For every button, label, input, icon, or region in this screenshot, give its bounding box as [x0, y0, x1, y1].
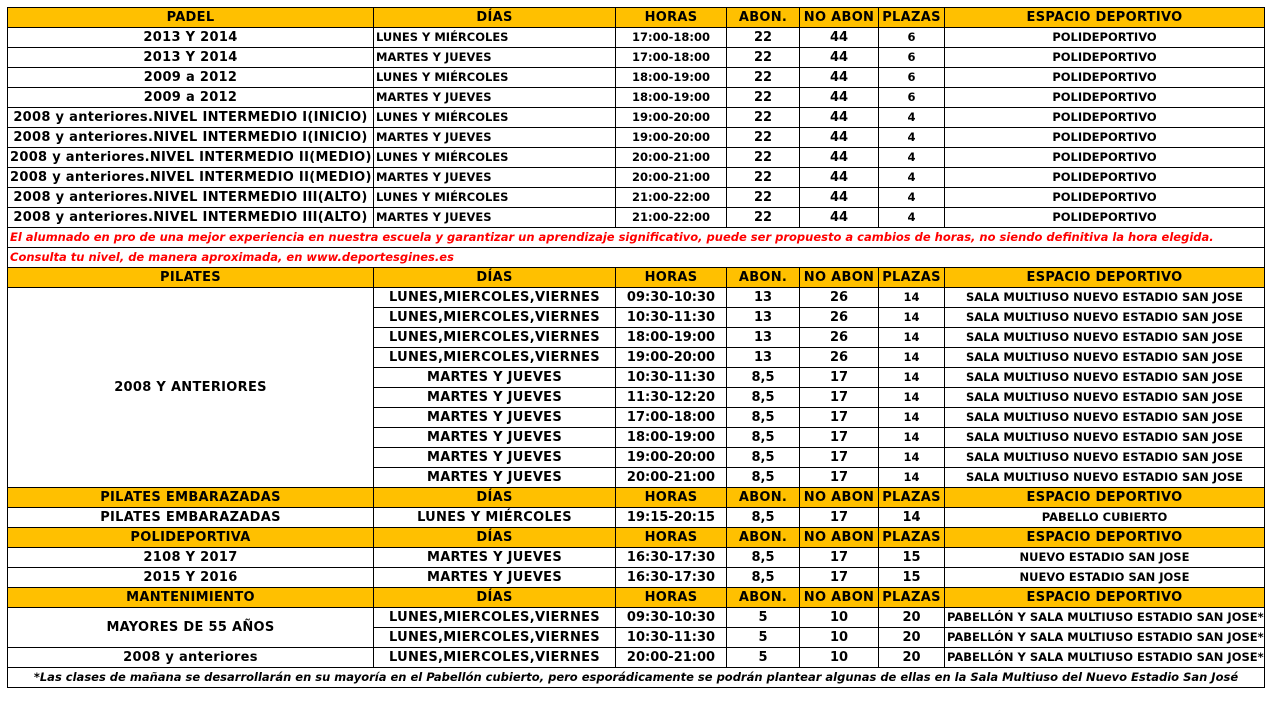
plazas-cell: 14	[879, 288, 945, 308]
dias-cell: LUNES,MIERCOLES,VIERNES	[374, 648, 616, 668]
grupo-cell: MAYORES DE 55 AÑOS	[8, 608, 374, 648]
espacio-cell: POLIDEPORTIVO	[945, 28, 1265, 48]
horas-cell: 21:00-22:00	[616, 208, 727, 228]
mantenimiento-title: MANTENIMIENTO	[8, 588, 374, 608]
grupo-cell: 2108 Y 2017	[8, 548, 374, 568]
no-abon-cell: 44	[800, 188, 879, 208]
dias-cell: LUNES,MIERCOLES,VIERNES	[374, 288, 616, 308]
horas-cell: 20:00-21:00	[616, 148, 727, 168]
header-espacio: ESPACIO DEPORTIVO	[945, 528, 1265, 548]
no-abon-cell: 17	[800, 428, 879, 448]
abon-cell: 22	[727, 108, 800, 128]
table-row	[8, 568, 1265, 588]
header-horas: HORAS	[616, 528, 727, 548]
horas-cell: 09:30-10:30	[616, 288, 727, 308]
header-dias: DÍAS	[374, 268, 616, 288]
horas-cell: 16:30-17:30	[616, 568, 727, 588]
dias-cell: LUNES Y MIÉRCOLES	[374, 108, 616, 128]
header-espacio: ESPACIO DEPORTIVO	[945, 588, 1265, 608]
abon-cell: 8,5	[727, 428, 800, 448]
abon-cell: 22	[727, 148, 800, 168]
no-abon-cell: 44	[800, 28, 879, 48]
plazas-cell: 4	[879, 188, 945, 208]
pilates-title: PILATES	[8, 268, 374, 288]
horas-cell: 19:15-20:15	[616, 508, 727, 528]
espacio-cell: POLIDEPORTIVO	[945, 128, 1265, 148]
padel-title: PADEL	[8, 8, 374, 28]
header-espacio: ESPACIO DEPORTIVO	[945, 488, 1265, 508]
plazas-cell: 6	[879, 68, 945, 88]
no-abon-cell: 44	[800, 148, 879, 168]
abon-cell: 8,5	[727, 568, 800, 588]
header-dias: DÍAS	[374, 488, 616, 508]
abon-cell: 8,5	[727, 368, 800, 388]
espacio-cell: SALA MULTIUSO NUEVO ESTADIO SAN JOSE	[945, 448, 1265, 468]
mantenimiento-header-row	[8, 588, 1265, 608]
dias-cell: MARTES Y JUEVES	[374, 88, 616, 108]
abon-cell: 22	[727, 68, 800, 88]
header-abon: ABON.	[727, 8, 800, 28]
no-abon-cell: 26	[800, 288, 879, 308]
horas-cell: 16:30-17:30	[616, 548, 727, 568]
espacio-cell: POLIDEPORTIVO	[945, 88, 1265, 108]
grupo-cell: 2008 y anteriores	[8, 648, 374, 668]
table-row	[8, 148, 1265, 168]
espacio-cell: PABELLO CUBIERTO	[945, 508, 1265, 528]
abon-cell: 8,5	[727, 468, 800, 488]
plazas-cell: 14	[879, 428, 945, 448]
espacio-cell: POLIDEPORTIVO	[945, 108, 1265, 128]
plazas-cell: 4	[879, 168, 945, 188]
dias-cell: MARTES Y JUEVES	[374, 568, 616, 588]
espacio-cell: SALA MULTIUSO NUEVO ESTADIO SAN JOSE	[945, 288, 1265, 308]
no-abon-cell: 44	[800, 68, 879, 88]
footnote-text: *Las clases de mañana se desarrollarán en su mayoría en el Pabellón cubierto, pero esporádicamente se podrán plantear algunas de ellas en la Sala Multiuso del Nuevo Estadio San José	[8, 668, 1265, 688]
horas-cell: 11:30-12:20	[616, 388, 727, 408]
no-abon-cell: 17	[800, 448, 879, 468]
horas-cell: 09:30-10:30	[616, 608, 727, 628]
dias-cell: LUNES,MIERCOLES,VIERNES	[374, 348, 616, 368]
no-abon-cell: 17	[800, 568, 879, 588]
espacio-cell: POLIDEPORTIVO	[945, 168, 1265, 188]
plazas-cell: 14	[879, 448, 945, 468]
plazas-cell: 20	[879, 648, 945, 668]
espacio-cell: PABELLÓN Y SALA MULTIUSO ESTADIO SAN JOSE*	[945, 648, 1265, 668]
abon-cell: 8,5	[727, 448, 800, 468]
horas-cell: 19:00-20:00	[616, 348, 727, 368]
abon-cell: 5	[727, 648, 800, 668]
plazas-cell: 6	[879, 28, 945, 48]
no-abon-cell: 17	[800, 508, 879, 528]
horas-cell: 20:00-21:00	[616, 648, 727, 668]
header-no-abon: NO ABON	[800, 8, 879, 28]
dias-cell: MARTES Y JUEVES	[374, 168, 616, 188]
header-plazas: PLAZAS	[879, 588, 945, 608]
espacio-cell: SALA MULTIUSO NUEVO ESTADIO SAN JOSE	[945, 308, 1265, 328]
plazas-cell: 14	[879, 508, 945, 528]
no-abon-cell: 10	[800, 648, 879, 668]
plazas-cell: 6	[879, 48, 945, 68]
no-abon-cell: 17	[800, 388, 879, 408]
header-no-abon: NO ABON	[800, 528, 879, 548]
dias-cell: LUNES,MIERCOLES,VIERNES	[374, 608, 616, 628]
grupo-cell: 2008 y anteriores.NIVEL INTERMEDIO II(MEDIO)	[8, 168, 374, 188]
abon-cell: 5	[727, 628, 800, 648]
abon-cell: 13	[727, 308, 800, 328]
plazas-cell: 14	[879, 348, 945, 368]
no-abon-cell: 44	[800, 88, 879, 108]
espacio-cell: NUEVO ESTADIO SAN JOSE	[945, 568, 1265, 588]
plazas-cell: 14	[879, 328, 945, 348]
abon-cell: 8,5	[727, 508, 800, 528]
note-row-1	[8, 228, 1265, 248]
horas-cell: 10:30-11:30	[616, 628, 727, 648]
header-espacio: ESPACIO DEPORTIVO	[945, 8, 1265, 28]
no-abon-cell: 17	[800, 548, 879, 568]
grupo-cell: 2008 Y ANTERIORES	[8, 288, 374, 488]
espacio-cell: PABELLÓN Y SALA MULTIUSO ESTADIO SAN JOSE*	[945, 608, 1265, 628]
header-plazas: PLAZAS	[879, 488, 945, 508]
grupo-cell: 2008 y anteriores.NIVEL INTERMEDIO III(ALTO)	[8, 188, 374, 208]
dias-cell: LUNES Y MIÉRCOLES	[374, 188, 616, 208]
espacio-cell: POLIDEPORTIVO	[945, 208, 1265, 228]
schedule-body	[8, 8, 1265, 688]
plazas-cell: 6	[879, 88, 945, 108]
schedule-table	[7, 7, 1265, 688]
abon-cell: 8,5	[727, 548, 800, 568]
polideportiva-title: POLIDEPORTIVA	[8, 528, 374, 548]
header-espacio: ESPACIO DEPORTIVO	[945, 268, 1265, 288]
header-dias: DÍAS	[374, 528, 616, 548]
table-row	[8, 28, 1265, 48]
dias-cell: LUNES,MIERCOLES,VIERNES	[374, 628, 616, 648]
note-text: El alumnado en pro de una mejor experiencia en nuestra escuela y garantizar un aprendizaje significativo, puede ser propuesto a cambios de horas, no siendo definitiva la hora elegida.	[8, 228, 1265, 248]
table-row	[8, 68, 1265, 88]
abon-cell: 13	[727, 348, 800, 368]
espacio-cell: SALA MULTIUSO NUEVO ESTADIO SAN JOSE	[945, 408, 1265, 428]
espacio-cell: SALA MULTIUSO NUEVO ESTADIO SAN JOSE	[945, 368, 1265, 388]
note-row-2	[8, 248, 1265, 268]
no-abon-cell: 44	[800, 168, 879, 188]
table-row	[8, 548, 1265, 568]
plazas-cell: 4	[879, 128, 945, 148]
horas-cell: 20:00-21:00	[616, 468, 727, 488]
dias-cell: MARTES Y JUEVES	[374, 208, 616, 228]
espacio-cell: SALA MULTIUSO NUEVO ESTADIO SAN JOSE	[945, 348, 1265, 368]
horas-cell: 17:00-18:00	[616, 28, 727, 48]
note-text: Consulta tu nivel, de manera aproximada, en www.deportesgines.es	[8, 248, 1265, 268]
espacio-cell: SALA MULTIUSO NUEVO ESTADIO SAN JOSE	[945, 428, 1265, 448]
grupo-cell: 2009 a 2012	[8, 68, 374, 88]
horas-cell: 20:00-21:00	[616, 168, 727, 188]
abon-cell: 8,5	[727, 388, 800, 408]
header-no-abon: NO ABON	[800, 268, 879, 288]
abon-cell: 22	[727, 208, 800, 228]
abon-cell: 22	[727, 168, 800, 188]
header-horas: HORAS	[616, 588, 727, 608]
polideportiva-header-row	[8, 528, 1265, 548]
abon-cell: 8,5	[727, 408, 800, 428]
no-abon-cell: 17	[800, 368, 879, 388]
table-row	[8, 288, 1265, 308]
dias-cell: LUNES Y MIÉRCOLES	[374, 68, 616, 88]
dias-cell: MARTES Y JUEVES	[374, 368, 616, 388]
plazas-cell: 15	[879, 548, 945, 568]
table-row	[8, 108, 1265, 128]
abon-cell: 22	[727, 188, 800, 208]
plazas-cell: 4	[879, 108, 945, 128]
plazas-cell: 4	[879, 208, 945, 228]
grupo-cell: PILATES EMBARAZADAS	[8, 508, 374, 528]
no-abon-cell: 44	[800, 108, 879, 128]
no-abon-cell: 26	[800, 328, 879, 348]
horas-cell: 10:30-11:30	[616, 368, 727, 388]
grupo-cell: 2009 a 2012	[8, 88, 374, 108]
pilates_emb-header-row	[8, 488, 1265, 508]
header-abon: ABON.	[727, 528, 800, 548]
abon-cell: 22	[727, 128, 800, 148]
header-abon: ABON.	[727, 488, 800, 508]
table-row	[8, 128, 1265, 148]
abon-cell: 13	[727, 288, 800, 308]
table-row	[8, 208, 1265, 228]
dias-cell: MARTES Y JUEVES	[374, 428, 616, 448]
dias-cell: MARTES Y JUEVES	[374, 388, 616, 408]
table-row	[8, 648, 1265, 668]
espacio-cell: POLIDEPORTIVO	[945, 68, 1265, 88]
plazas-cell: 20	[879, 628, 945, 648]
espacio-cell: SALA MULTIUSO NUEVO ESTADIO SAN JOSE	[945, 388, 1265, 408]
table-row	[8, 608, 1265, 628]
espacio-cell: PABELLÓN Y SALA MULTIUSO ESTADIO SAN JOSE*	[945, 628, 1265, 648]
no-abon-cell: 26	[800, 348, 879, 368]
header-plazas: PLAZAS	[879, 528, 945, 548]
table-row	[8, 188, 1265, 208]
horas-cell: 10:30-11:30	[616, 308, 727, 328]
abon-cell: 13	[727, 328, 800, 348]
plazas-cell: 14	[879, 368, 945, 388]
plazas-cell: 14	[879, 388, 945, 408]
dias-cell: LUNES Y MIÉRCOLES	[374, 148, 616, 168]
header-dias: DÍAS	[374, 8, 616, 28]
no-abon-cell: 44	[800, 128, 879, 148]
plazas-cell: 4	[879, 148, 945, 168]
footnote-row	[8, 668, 1265, 688]
dias-cell: MARTES Y JUEVES	[374, 408, 616, 428]
grupo-cell: 2008 y anteriores.NIVEL INTERMEDIO III(ALTO)	[8, 208, 374, 228]
plazas-cell: 15	[879, 568, 945, 588]
dias-cell: MARTES Y JUEVES	[374, 48, 616, 68]
dias-cell: LUNES,MIERCOLES,VIERNES	[374, 328, 616, 348]
no-abon-cell: 17	[800, 408, 879, 428]
abon-cell: 22	[727, 28, 800, 48]
plazas-cell: 14	[879, 408, 945, 428]
header-plazas: PLAZAS	[879, 8, 945, 28]
dias-cell: MARTES Y JUEVES	[374, 128, 616, 148]
dias-cell: MARTES Y JUEVES	[374, 468, 616, 488]
header-no-abon: NO ABON	[800, 488, 879, 508]
horas-cell: 19:00-20:00	[616, 108, 727, 128]
header-dias: DÍAS	[374, 588, 616, 608]
header-horas: HORAS	[616, 268, 727, 288]
table-row	[8, 48, 1265, 68]
no-abon-cell: 26	[800, 308, 879, 328]
horas-cell: 17:00-18:00	[616, 408, 727, 428]
table-row	[8, 88, 1265, 108]
no-abon-cell: 44	[800, 208, 879, 228]
padel-header-row	[8, 8, 1265, 28]
horas-cell: 19:00-20:00	[616, 128, 727, 148]
table-row	[8, 168, 1265, 188]
plazas-cell: 14	[879, 308, 945, 328]
horas-cell: 18:00-19:00	[616, 88, 727, 108]
horas-cell: 18:00-19:00	[616, 428, 727, 448]
header-no-abon: NO ABON	[800, 588, 879, 608]
horas-cell: 18:00-19:00	[616, 68, 727, 88]
dias-cell: MARTES Y JUEVES	[374, 448, 616, 468]
table-row	[8, 508, 1265, 528]
grupo-cell: 2008 y anteriores.NIVEL INTERMEDIO I(INICIO)	[8, 108, 374, 128]
espacio-cell: SALA MULTIUSO NUEVO ESTADIO SAN JOSE	[945, 468, 1265, 488]
header-plazas: PLAZAS	[879, 268, 945, 288]
no-abon-cell: 10	[800, 628, 879, 648]
plazas-cell: 20	[879, 608, 945, 628]
horas-cell: 21:00-22:00	[616, 188, 727, 208]
no-abon-cell: 44	[800, 48, 879, 68]
grupo-cell: 2008 y anteriores.NIVEL INTERMEDIO I(INICIO)	[8, 128, 374, 148]
header-horas: HORAS	[616, 8, 727, 28]
dias-cell: LUNES Y MIÉRCOLES	[374, 28, 616, 48]
grupo-cell: 2013 Y 2014	[8, 28, 374, 48]
no-abon-cell: 10	[800, 608, 879, 628]
header-horas: HORAS	[616, 488, 727, 508]
horas-cell: 18:00-19:00	[616, 328, 727, 348]
dias-cell: LUNES,MIERCOLES,VIERNES	[374, 308, 616, 328]
pilates_emb-title: PILATES EMBARAZADAS	[8, 488, 374, 508]
espacio-cell: NUEVO ESTADIO SAN JOSE	[945, 548, 1265, 568]
espacio-cell: POLIDEPORTIVO	[945, 48, 1265, 68]
abon-cell: 22	[727, 88, 800, 108]
horas-cell: 19:00-20:00	[616, 448, 727, 468]
grupo-cell: 2015 Y 2016	[8, 568, 374, 588]
no-abon-cell: 17	[800, 468, 879, 488]
horas-cell: 17:00-18:00	[616, 48, 727, 68]
espacio-cell: POLIDEPORTIVO	[945, 188, 1265, 208]
grupo-cell: 2013 Y 2014	[8, 48, 374, 68]
pilates-header-row	[8, 268, 1265, 288]
dias-cell: LUNES Y MIÉRCOLES	[374, 508, 616, 528]
abon-cell: 22	[727, 48, 800, 68]
espacio-cell: SALA MULTIUSO NUEVO ESTADIO SAN JOSE	[945, 328, 1265, 348]
abon-cell: 5	[727, 608, 800, 628]
header-abon: ABON.	[727, 268, 800, 288]
espacio-cell: POLIDEPORTIVO	[945, 148, 1265, 168]
header-abon: ABON.	[727, 588, 800, 608]
grupo-cell: 2008 y anteriores.NIVEL INTERMEDIO II(MEDIO)	[8, 148, 374, 168]
dias-cell: MARTES Y JUEVES	[374, 548, 616, 568]
plazas-cell: 14	[879, 468, 945, 488]
